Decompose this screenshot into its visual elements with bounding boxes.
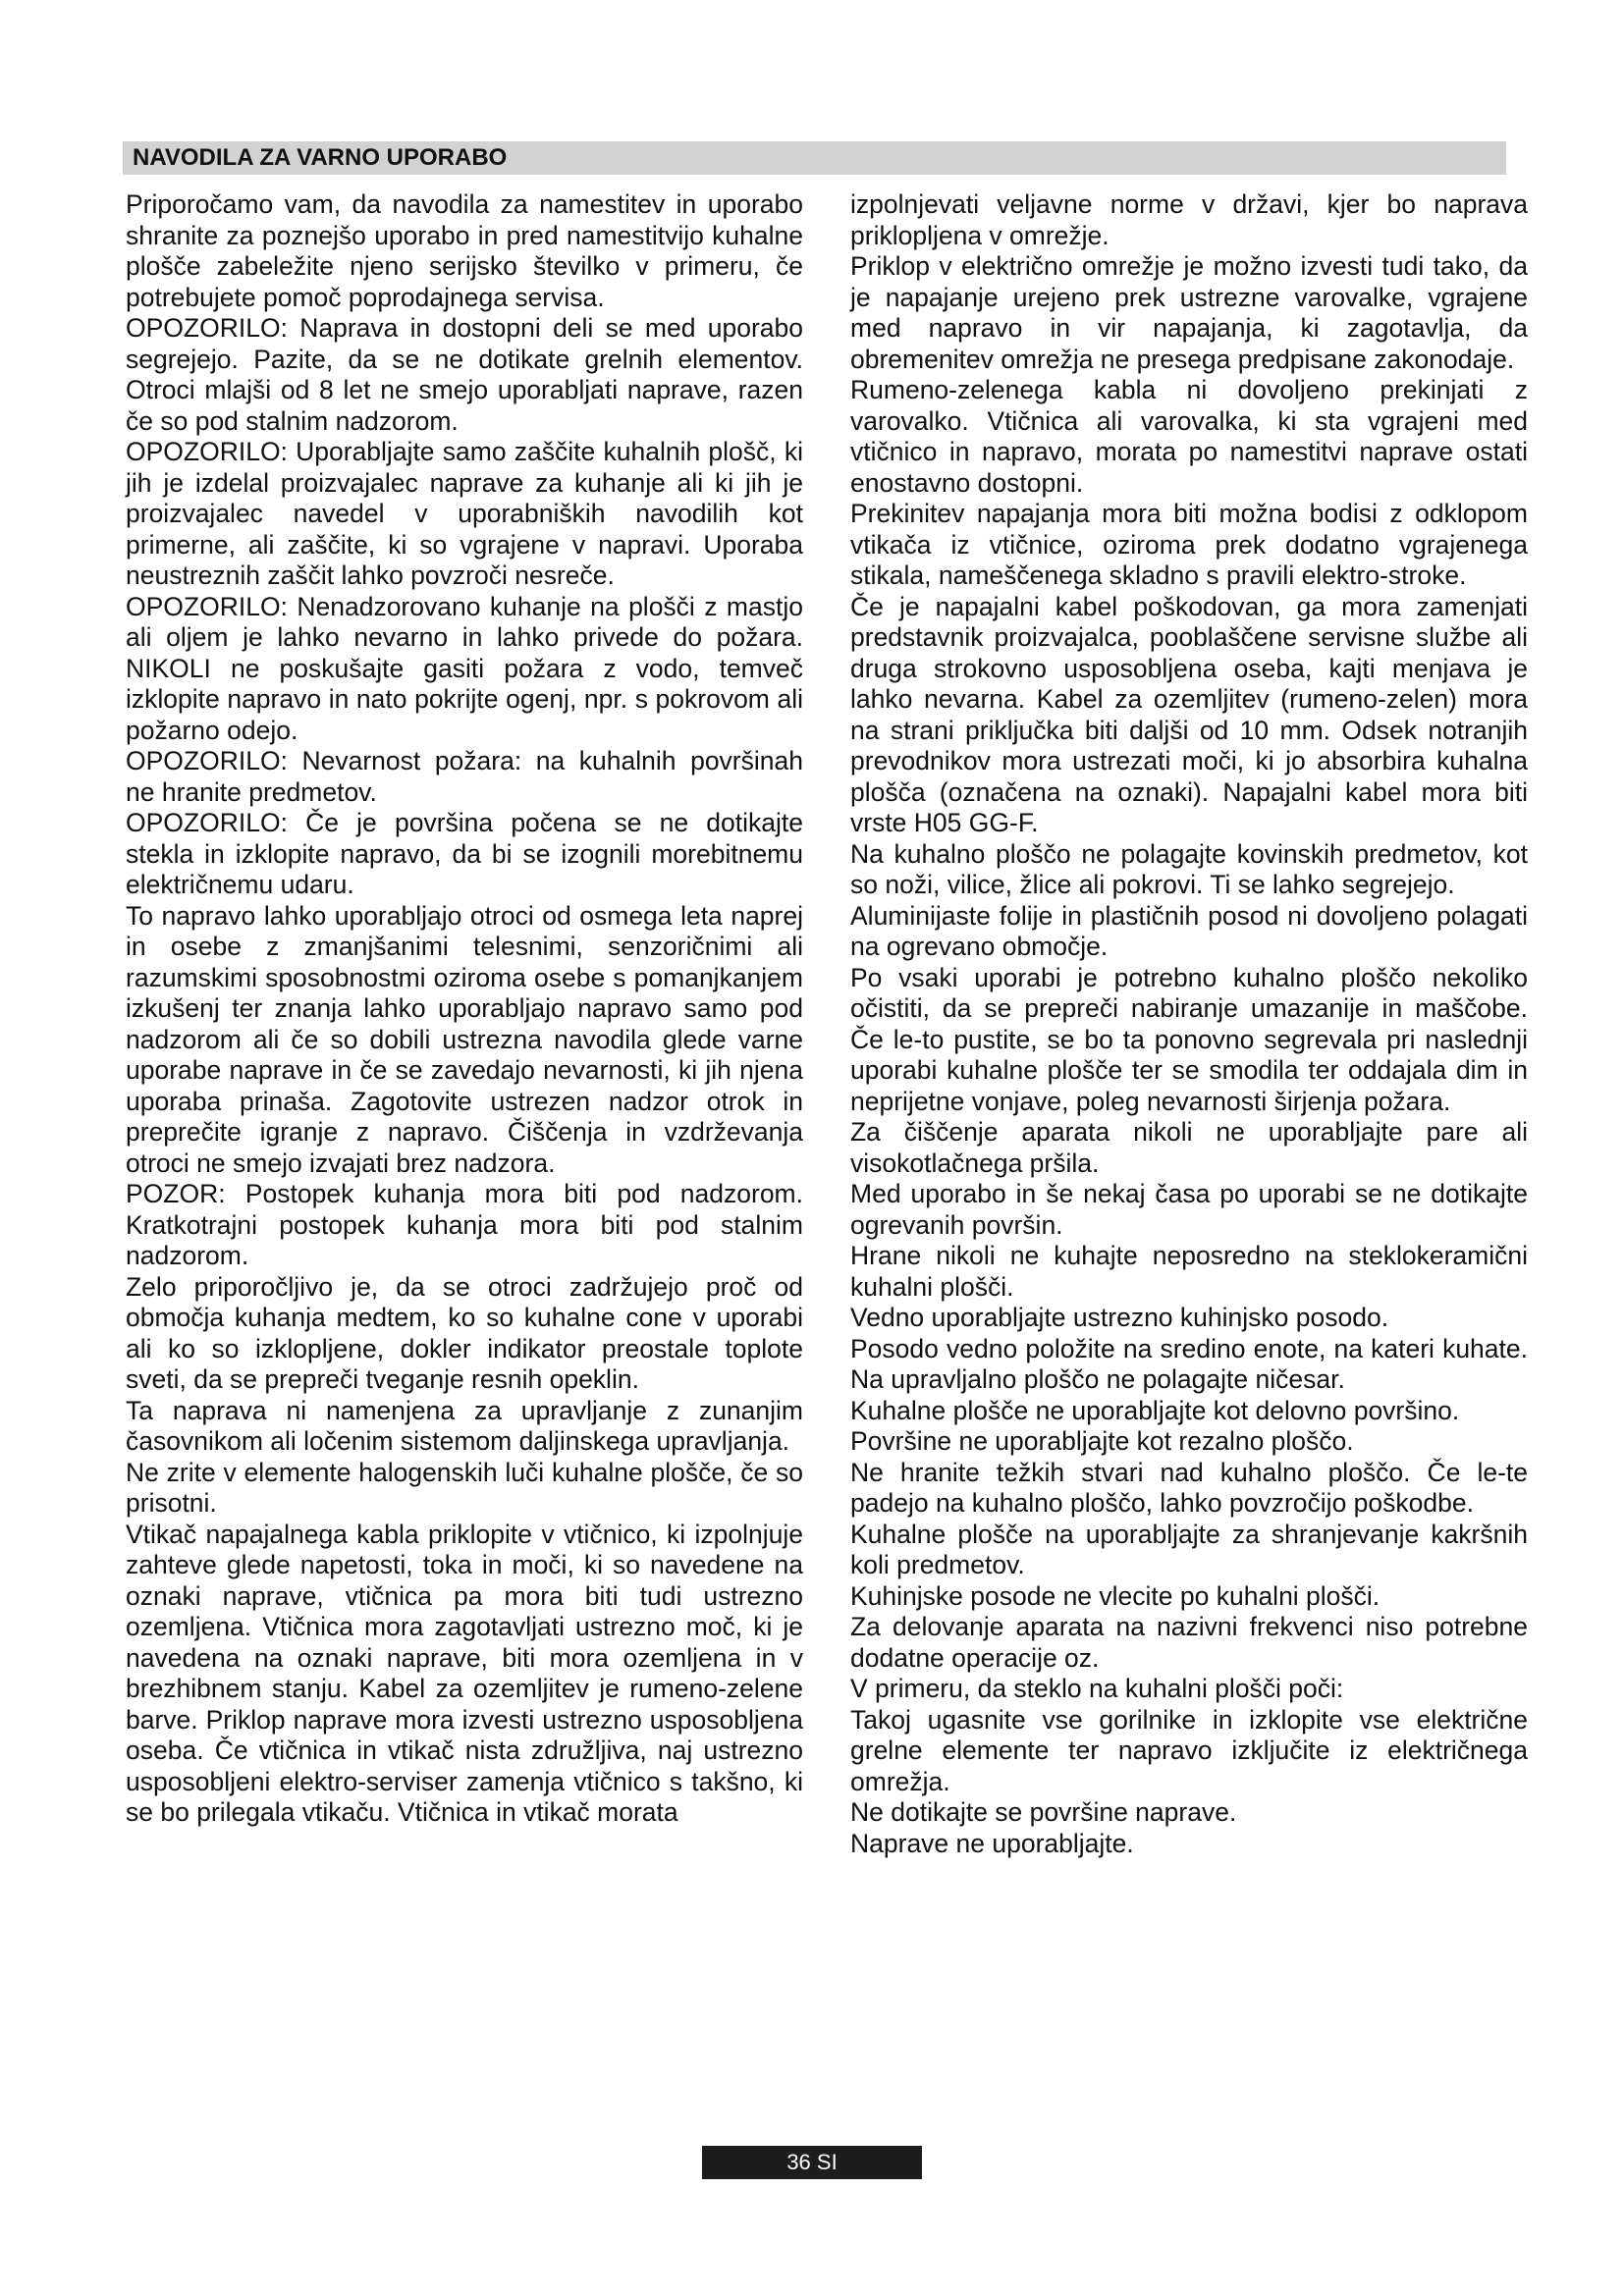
paragraph: Rumeno-zelenega kabla ni dovoljeno prekinjati z varovalko. Vtičnica ali varovalka, ki sta vgrajeni med vtičnico in napravo, morata po namestitvi naprave ostati enostavno dostopni. — [850, 375, 1528, 498]
left-column — [126, 189, 803, 1829]
paragraph: Aluminijaste folije in plastičnih posod ni dovoljeno polagati na ogrevano območje. — [850, 900, 1528, 961]
paragraph: Kuhalne plošče na uporabljajte za shranjevanje kakršnih koli predmetov. — [850, 1519, 1528, 1579]
right-column — [850, 189, 1528, 1859]
paragraph: OPOZORILO: Nenadzorovano kuhanje na plošči z mastjo ali oljem je lahko nevarno in lahko privede do požara. NIKOLI ne poskušajte gasiti požara z vodo, temveč izklopite napravo in nato pokrijte ogenj, npr. s pokrovom ali požarno odejo. — [126, 591, 803, 745]
section-title: NAVODILA ZA VARNO UPORABO — [133, 144, 508, 171]
paragraph: To napravo lahko uporabljajo otroci od osmega leta naprej in osebe z zmanjšanimi telesnimi, senzoričnimi ali razumskimi sposobnostmi oziroma osebe s pomanjkanjem izkušenj ter znanja lahko uporabljajo napravo samo pod nadzorom ali če so dobili ustrezna navodila glede varne uporabe naprave in če se zavedajo nevarnosti, ki jih njena uporaba prinaša. Zagotovite ustrezen nadzor otrok in preprečite igranje z napravo. Čiščenja in vzdrževanja otroci ne smejo izvajati brez nadzora. — [126, 900, 803, 1178]
paragraph: Če je napajalni kabel poškodovan, ga mora zamenjati predstavnik proizvajalca, pooblaščene servisne službe ali druga strokovno usposobljena oseba, kajti menjava je lahko nevarna. Kabel za ozemljitev (rumeno-zelen) mora na strani priključka biti daljši od 10 mm. Odsek notranjih prevodnikov mora ustrezati moči, ki jo absorbira kuhalna plošča (označena na oznaki). Napajalni kabel mora biti vrste H05 GG-F. — [850, 591, 1528, 837]
paragraph: POZOR: Postopek kuhanja mora biti pod nadzorom. Kratkotrajni postopek kuhanja mora biti pod stalnim nadzorom. — [126, 1179, 803, 1270]
paragraph: Ta naprava ni namenjena za upravljanje z zunanjim časovnikom ali ločenim sistemom daljinskega upravljanja. — [126, 1395, 803, 1456]
paragraph: izpolnjevati veljavne norme v državi, kjer bo naprava priklopljena v omrežje. — [850, 189, 1528, 250]
paragraph: OPOZORILO: Naprava in dostopni deli se med uporabo segrejejo. Pazite, da se ne dotikate grelnih elementov. Otroci mlajši od 8 let ne smejo uporabljati naprave, razen če so pod stalnim nadzorom. — [126, 313, 803, 436]
paragraph: Vtikač napajalnega kabla priklopite v vtičnico, ki izpolnjuje zahteve glede napetosti, toka in moči, ki so navedene na oznaki naprave, vtičnica pa mora biti tudi ustrezno ozemljena. Vtičnica mora zagotavljati ustrezno moč, ki je navedena na oznaki naprave, biti mora ozemljena in v brezhibnem stanju. Kabel za ozemljitev je rumeno-zelene barve. Priklop naprave mora izvesti ustrezno usposobljena oseba. Če vtičnica in vtikač nista združljiva, naj ustrezno usposobljeni elektro-serviser zamenja vtičnico s takšno, ki se bo prilegala vtikaču. Vtičnica in vtikač morata — [126, 1519, 803, 1827]
paragraph: Ne zrite v elemente halogenskih luči kuhalne plošče, če so prisotni. — [126, 1457, 803, 1518]
paragraph: Priklop v električno omrežje je možno izvesti tudi tako, da je napajanje urejeno prek ustrezne varovalke, vgrajene med napravo in vir napajanja, ki zagotavlja, da obremenitev omrežja ne presega predpisane zakonodaje. — [850, 251, 1528, 374]
paragraph: Med uporabo in še nekaj časa po uporabi se ne dotikajte ogrevanih površin. — [850, 1179, 1528, 1240]
page-number-badge — [702, 2146, 922, 2179]
paragraph: Ne hranite težkih stvari nad kuhalno ploščo. Če le-te padejo na kuhalno ploščo, lahko povzročijo poškodbe. — [850, 1457, 1528, 1518]
paragraph: Za delovanje aparata na nazivni frekvenci niso potrebne dodatne operacije oz. — [850, 1612, 1528, 1673]
paragraph: Posodo vedno položite na sredino enote, na kateri kuhate. Na upravljalno ploščo ne polagajte ničesar. — [850, 1333, 1528, 1394]
paragraph: OPOZORILO: Nevarnost požara: na kuhalnih površinah ne hranite predmetov. — [126, 746, 803, 807]
paragraph: Zelo priporočljivo je, da se otroci zadržujejo proč od območja kuhanja medtem, ko so kuhalne cone v uporabi ali ko so izklopljene, dokler indikator preostale toplote sveti, da se prepreči tveganje resnih opeklin. — [126, 1271, 803, 1394]
paragraph: Po vsaki uporabi je potrebno kuhalno ploščo nekoliko očistiti, da se prepreči nabiranje umazanije in maščobe. Če le-to pustite, se bo ta ponovno segrevala pri naslednji uporabi kuhalne plošče ter se smodila ter oddajala dim in neprijetne vonjave, poleg nevarnosti širjenja požara. — [850, 962, 1528, 1116]
paragraph: Kuhinjske posode ne vlecite po kuhalni plošči. — [850, 1580, 1380, 1611]
paragraph: Prekinitev napajanja mora biti možna bodisi z odklopom vtikača iz vtičnice, oziroma prek dodatno vgrajenega stikala, nameščenega skladno s pravili elektro-stroke. — [850, 499, 1528, 590]
paragraph: Ne dotikajte se površine naprave. — [850, 1797, 1237, 1827]
paragraph: Takoj ugasnite vse gorilnike in izklopite vse električne grelne elemente ter napravo izključite iz električnega omrežja. — [850, 1704, 1528, 1796]
paragraph: Za čiščenje aparata nikoli ne uporabljajte pare ali visokotlačnega pršila. — [850, 1117, 1528, 1178]
paragraph: Naprave ne uporabljajte. — [850, 1828, 1134, 1858]
paragraph: V primeru, da steklo na kuhalni plošči poči: — [850, 1674, 1344, 1703]
section-header — [123, 141, 1506, 175]
paragraph: Priporočamo vam, da navodila za namestitev in uporabo shranite za poznejšo uporabo in pred namestitvijo kuhalne plošče zabeležite njeno serijsko številko v primeru, če potrebujete pomoč poprodajnega servisa. — [126, 189, 803, 312]
paragraph: Na kuhalno ploščo ne polagajte kovinskih predmetov, kot so noži, vilice, žlice ali pokrovi. Ti se lahko segrejejo. — [850, 838, 1528, 899]
paragraph: Hrane nikoli ne kuhajte neposredno na steklokeramični kuhalni plošči. — [850, 1241, 1528, 1302]
paragraph: Vedno uporabljajte ustrezno kuhinjsko posodo. — [850, 1303, 1389, 1332]
page-number: 36 SI — [786, 2150, 838, 2174]
paragraph: Površine ne uporabljajte kot rezalno ploščo. — [850, 1426, 1354, 1456]
paragraph: Kuhalne plošče ne uporabljajte kot delovno površino. — [850, 1395, 1460, 1425]
paragraph: OPOZORILO: Uporabljajte samo zaščite kuhalnih plošč, ki jih je izdelal proizvajalec naprave za kuhanje ali ki jih je proizvajalec navedel v uporabniških navodilih kot primerne, ali zaščite, ki so vgrajene v napravi. Uporaba neustreznih zaščit lahko povzroči nesreče. — [126, 437, 803, 590]
paragraph: OPOZORILO: Če je površina počena se ne dotikajte stekla in izklopite napravo, da bi se izognili morebitnemu električnemu udaru. — [126, 808, 803, 899]
